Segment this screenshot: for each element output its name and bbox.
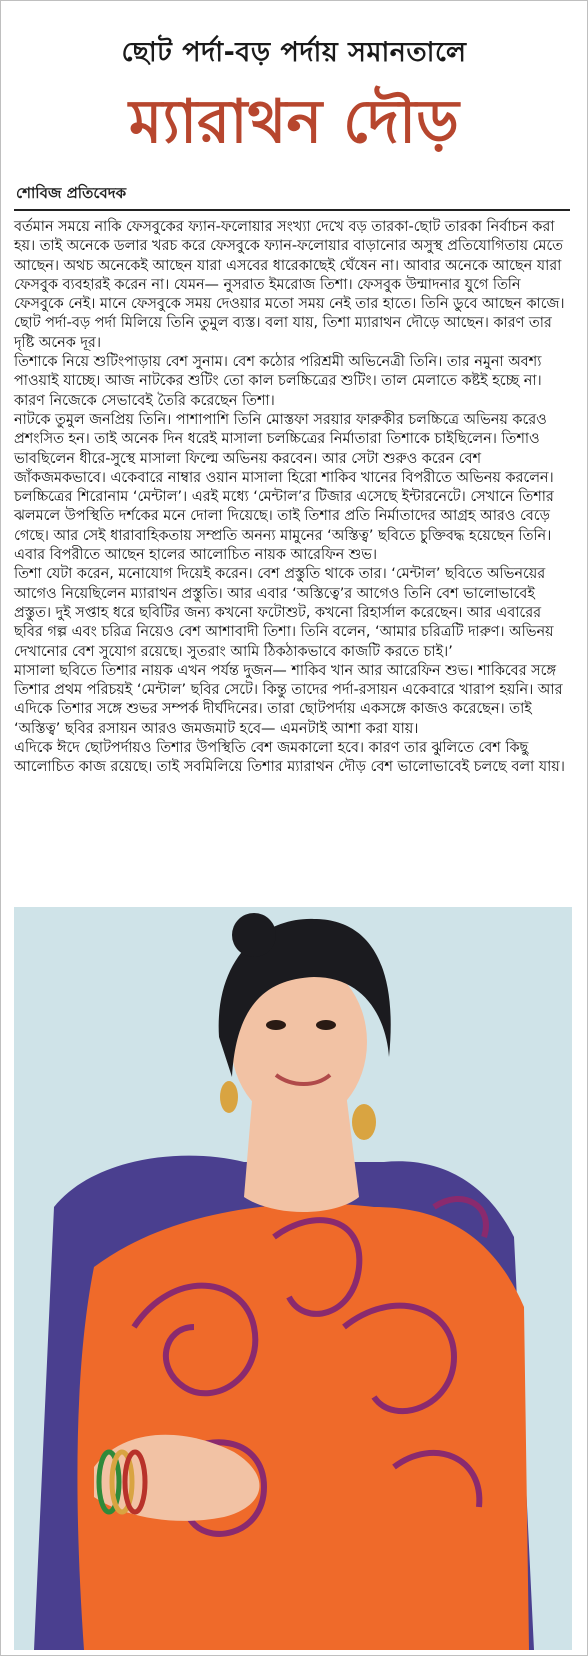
byline-divider <box>14 209 570 211</box>
article-paragraph: মাসালা ছবিতে তিশার নায়ক এখন পর্যন্ত দুজন— শাকিব খান আর আরেফিন শুভ। শাকিবের সঙ্গে তিশার প্রথম পরিচয়ই ‘মেন্টাল’ ছবির সেটে। কিন্তু তাদের পর্দা-রসায়ন একেবারে খারাপ হয়নি। আর এদিকে তিশার সঙ্গে শুভর সম্পর্ক দীর্ঘদিনের। তারা ছোটপর্দায় একসঙ্গে কাজও করেছেন। তাই ‘অস্তিত্ব’ ছবির রসায়ন আরও জমজমাট হবে— এমনটাই আশা করা যায়। <box>14 662 563 737</box>
article-paragraph: নাটকে তুমুল জনপ্রিয় তিনি। পাশাপাশি তিনি মোস্তফা সরয়ার ফারুকীর চলচ্চিত্রে অভিনয় করেও প্রশংসিত হন। তাই অনেক দিন ধরেই মাসালা চলচ্চিত্রের নির্মাতারা তিশাকে চাইছিলেন। তিশাও ভাবছিলেন ধীরে-সুস্থে মাসালা ফিল্মে অভিনয় করবেন। আর সেটা শুরুও করেন বেশ জাঁকজমকভাবে। একেবারে নাম্বার ওয়ান মাসালা হিরো শাকিব খানের বিপরীতে অভিনয় করলেন। চলচ্চিত্রের শিরোনাম ‘মেন্টাল’। এরই মধ্যে ‘মেন্টাল’র টিজার এসেছে ইন্টারনেটে। সেখানে তিশার ঝলমলে উপস্থিতি দর্শকের মনে দোলা দিয়েছে। তাই তিশার প্রতি নির্মাতাদের আগ্রহ আরও বেড়ে গেছে। আর সেই ধারাবাহিকতায় সম্প্রতি অনন্য মামুনের ‘অস্তিত্ব’ ছবিতে চুক্তিবদ্ধ হয়েছেন তিনি। এবার বিপরীতে আছেন হালের আলোচিত নায়ক আরেফিন শুভ। <box>14 411 554 564</box>
article-paragraph: এদিকে ঈদে ছোটপর্দায়ও তিশার উপস্থিতি বেশ জমকালো হবে। কারণ তার ঝুলিতে বেশ কিছু আলোচিত কাজ রয়েছে। তাই সবমিলিয়ে তিশার ম্যারাথন দৌড় বেশ ভালোভাবেই চলছে বলা যায়। <box>14 740 565 776</box>
byline: শোবিজ প্রতিবেদক <box>16 184 127 202</box>
hair-bun <box>232 913 276 957</box>
kicker-headline: ছোট পর্দা-বড় পর্দায় সমানতালে <box>121 37 467 68</box>
saree <box>77 1204 529 1650</box>
actress-photo-illustration <box>14 907 572 1650</box>
main-headline: ম্যারাথন দৌড় <box>129 87 459 157</box>
actress-photo <box>14 907 572 1650</box>
article-paragraph: বর্তমান সময়ে নাকি ফেসবুকের ফ্যান-ফলোয়ার সংখ্যা দেখে বড় তারকা-ছোট তারকা নির্বাচন করা হয়। তাই অনেকে ডলার খরচ করে ফেসবুকে ফ্যান-ফলোয়ার বাড়ানোর অসুস্থ প্রতিযোগিতায় মেতে আছেন। অথচ অনেকেই আছেন যারা এসবের ধারেকাছেই ঘেঁষেন না। আবার অনেকে আছেন যারা ফেসবুক ব্যবহারই করেন না। যেমন— নুসরাত ইমরোজ তিশা। ফেসবুক উন্মাদনার যুগে তিনি ফেসবুকে নেই। মানে ফেসবুকে সময় দেওয়ার মতো সময় নেই তার হাতে। তিনি ডুবে আছেন কাজে। ছোট পর্দা-বড় পর্দা মিলিয়ে তিনি তুমুল ব্যস্ত। বলা যায়, তিশা ম্যারাথন দৌড়ে আছেন। কারণ তার দৃষ্টি অনেক দূর। <box>14 219 565 351</box>
article-body <box>14 218 574 900</box>
article-paragraph: তিশা যেটা করেন, মনোযোগ দিয়েই করেন। বেশ প্রস্তুতি থাকে তার। ‘মেন্টাল’ ছবিতে অভিনয়ের আগেও নিয়েছিলেন ম্যারাথন প্রস্তুতি। আর এবার ‘অস্তিত্বে’র আগেও তিনি বেশ ভালোভাবেই প্রস্তুত। দুই সপ্তাহ ধরে ছবিটির জন্য কখনো ফটোশুট, কখনো রিহার্সাল করেছেন। আর এবারের ছবির গল্প এবং চরিত্র নিয়েও বেশ আশাবাদী তিশা। তিনি বলেন, ‘আমার চরিত্রটি দারুণ। অভিনয় দেখানোর বেশ সুযোগ রয়েছে। সুতরাং আমি ঠিকঠাকভাবে কাজটি করতে চাই।’ <box>14 566 554 660</box>
article-paragraph: তিশাকে নিয়ে শুটিংপাড়ায় বেশ সুনাম। বেশ কঠোর পরিশ্রমী অভিনেত্রী তিনি। তার নমুনা অবশ্য পাওয়াই যাচ্ছে। আজ নাটকের শুটিং তো কাল চলচ্চিত্রের শুটিং। তাল মেলাতে কষ্টই হচ্ছে না। কারণ নিজেকে সেভাবেই তৈরি করেছেন তিশা। <box>14 354 542 409</box>
